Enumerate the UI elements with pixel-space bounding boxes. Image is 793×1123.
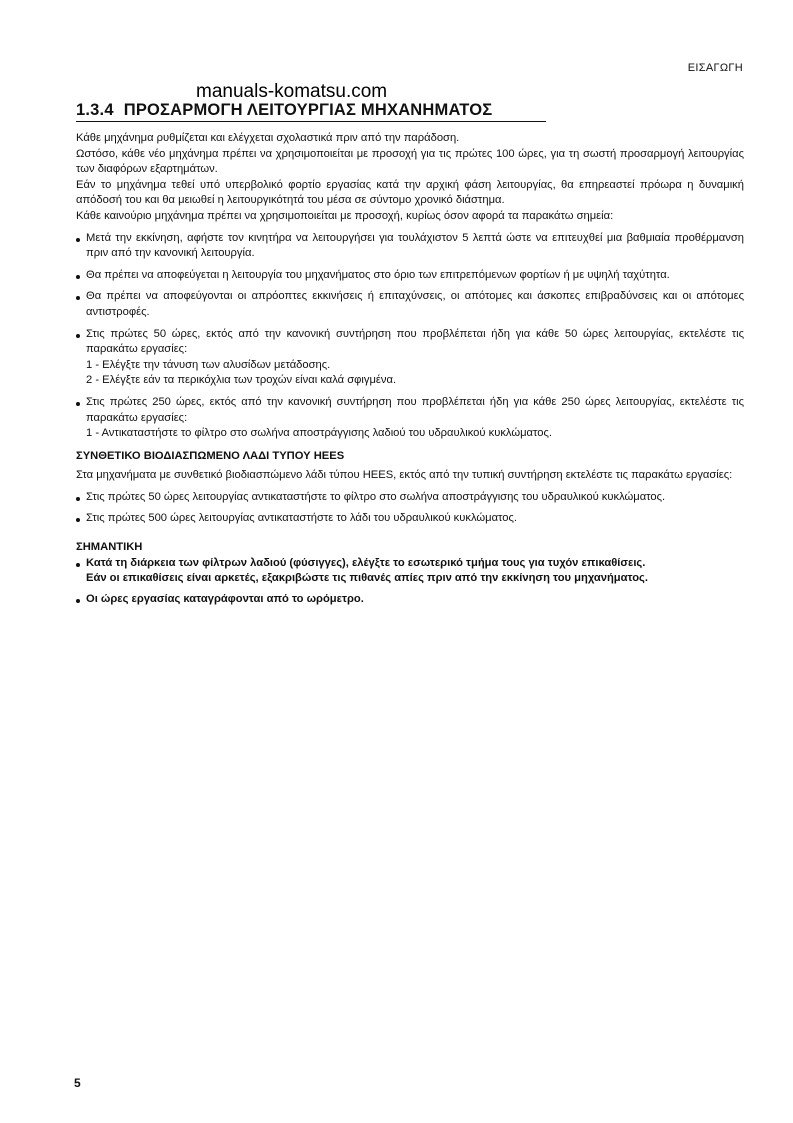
sub-step: 1 - Ελέγξτε την τάνυση των αλυσίδων μετάδοσης. xyxy=(86,358,331,371)
important-list xyxy=(76,556,744,608)
important-heading: ΣΗΜΑΝΤΙΚΗ xyxy=(76,541,143,554)
section-label: ΕΙΣΑΓΩΓΗ xyxy=(687,62,743,74)
bullet-icon xyxy=(76,599,80,603)
list-item xyxy=(76,592,744,608)
list-item xyxy=(76,556,744,587)
list-item-text: Οι ώρες εργασίας καταγράφονται από το ωρόμετρο. xyxy=(86,592,364,605)
section-title: ΠΡΟΣΑΡΜΟΓΗ ΛΕΙΤΟΥΡΓΙΑΣ ΜΗΧΑΝΗΜΑΤΟΣ xyxy=(123,101,493,119)
list-item-text: Στις πρώτες 500 ώρες λειτουργίας αντικαταστήστε το λάδι του υδραυλικού κυκλώματος. xyxy=(86,512,518,525)
intro-paragraph: Εάν το μηχάνημα τεθεί υπό υπερβολικό φορτίο εργασίας κατά την αρχική φάση λειτουργίας, θα επηρεαστεί πρόωρα η δυναμική απόδοσή του και θα μειωθεί η λειτουργικότητά του μέσα σε σύντομο χρονικό διάστημα. xyxy=(76,178,744,207)
sub-step: 2 - Ελέγξτε εάν τα περικόχλια των τροχών είναι καλά σφιγμένα. xyxy=(86,374,397,387)
bullet-icon xyxy=(76,275,80,279)
hees-intro: Στα μηχανήματα με συνθετικό βιοδιασπώμενο λάδι τύπου HEES, εκτός από την τυπική συντήρηση εκτελέστε τις παρακάτω εργασίες: xyxy=(76,469,733,482)
list-item-text: Μετά την εκκίνηση, αφήστε τον κινητήρα να λειτουργήσει για τουλάχιστον 5 λεπτά ώστε να επιτευχθεί μια βαθμιαία προθέρμανση πριν από την κανονική λειτουργία. xyxy=(86,231,744,260)
list-item-text: Στις πρώτες 50 ώρες, εκτός από την κανονική συντήρηση που προβλέπεται ήδη για κάθε 50 ώρες λειτουργίας, εκτελέστε τις παρακάτω εργασίες: xyxy=(86,327,744,356)
bullet-icon xyxy=(76,296,80,300)
sub-step: 1 - Αντικαταστήστε το φίλτρο στο σωλήνα αποστράγγισης λαδιού του υδραυλικού κυκλώματος. xyxy=(86,427,552,440)
list-item-text: Θα πρέπει να αποφεύγονται οι απρόοπτες εκκινήσεις ή επιταχύνσεις, οι απότομες και άσκοπες επιβραδύνσεις και οι απότομες αντιστροφές. xyxy=(86,290,744,318)
list-item xyxy=(76,395,744,442)
list-item xyxy=(76,268,744,284)
bullet-icon xyxy=(76,402,80,406)
intro-paragraph: Κάθε μηχάνημα ρυθμίζεται και ελέγχεται σχολαστικά πριν από την παράδοση. xyxy=(76,132,460,144)
list-item xyxy=(76,289,744,320)
watermark-text: manuals-komatsu.com xyxy=(196,81,388,102)
bullet-icon xyxy=(76,518,80,522)
running-in-list xyxy=(76,231,744,442)
page-number: 5 xyxy=(74,1076,81,1090)
list-item xyxy=(76,511,744,527)
list-item-continuation: Εάν οι επικαθίσεις είναι αρκετές, εξακριβώστε τις πιθανές απίες πριν από την εκκίνηση του μηχανήματος. xyxy=(86,572,648,585)
intro-paragraph: Ωστόσο, κάθε νέο μηχάνημα πρέπει να χρησιμοποιείται με προσοχή για τις πρώτες 100 ώρες, για τη σωστή προσαρμογή λειτουργίας των διαφόρων εξαρτημάτων. xyxy=(76,147,744,176)
bullet-icon xyxy=(76,563,80,567)
hees-heading: ΣΥΝΘΕΤΙΚΟ ΒΙΟΔΙΑΣΠΩΜΕΝΟ ΛΑΔΙ ΤΥΠΟΥ HEES xyxy=(76,449,345,462)
list-item-text: Στις πρώτες 250 ώρες, εκτός από την κανονική συντήρηση που προβλέπεται ήδη για κάθε 250 ώρες λειτουργίας, εκτελέστε τις παρακάτω εργασίες: xyxy=(86,395,744,424)
list-item-text: Στις πρώτες 50 ώρες λειτουργίας αντικαταστήστε το φίλτρο στο σωλήνα αποστράγγισης του υδραυλικού κυκλώματος. xyxy=(86,490,666,503)
bullet-icon xyxy=(76,497,80,501)
list-item xyxy=(76,490,744,506)
bullet-icon xyxy=(76,238,80,242)
list-item xyxy=(76,231,744,262)
document-body xyxy=(76,131,744,607)
bullet-icon xyxy=(76,334,80,338)
list-item xyxy=(76,327,744,389)
section-number: 1.3.4 xyxy=(76,101,114,119)
section-heading xyxy=(76,101,546,122)
hees-list xyxy=(76,490,744,527)
list-item-text: Θα πρέπει να αποφεύγεται η λειτουργία του μηχανήματος στο όριο των επιτρεπόμενων φορτίων ή με υψηλή ταχύτητα. xyxy=(86,268,670,281)
list-item-text: Κατά τη διάρκεια των φίλτρων λαδιού (φύσιγγες), ελέγξτε το εσωτερικό τμήμα τους για τυχόν επικαθίσεις. xyxy=(86,556,646,569)
intro-paragraph: Κάθε καινούριο μηχάνημα πρέπει να χρησιμοποιείται με προσοχή, κυρίως όσον αφορά τα παρακάτω σημεία: xyxy=(76,209,614,222)
